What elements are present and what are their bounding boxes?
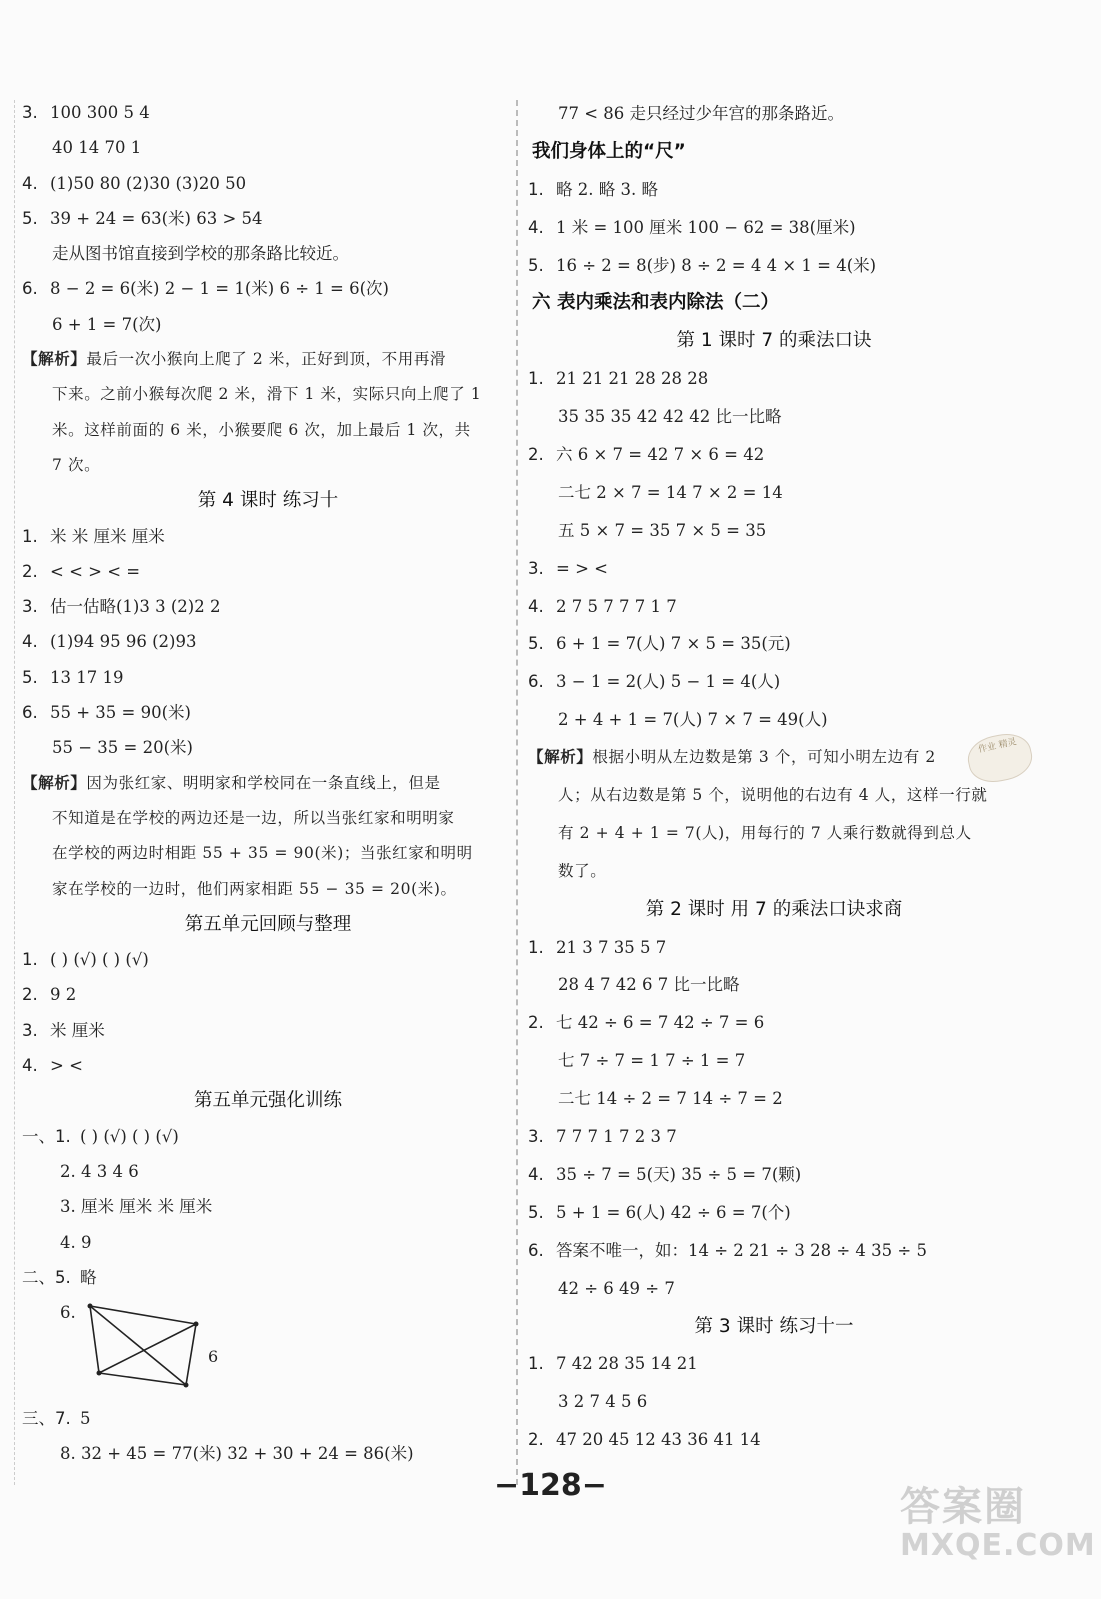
question-number: 三、7.: [22, 1408, 71, 1428]
question-number: 2.: [22, 985, 38, 1005]
explanation-line: [528, 777, 1020, 815]
question-number: 5.: [528, 634, 544, 654]
answer-text: 3 − 1 = 2(人) 5 − 1 = 4(人): [556, 672, 781, 692]
answer-line: [528, 1421, 1020, 1459]
answer-line: [528, 1080, 1020, 1118]
question-number: 1.: [22, 950, 38, 970]
answer-line: [22, 271, 514, 306]
answer-text: 42 ÷ 6 49 ÷ 7: [558, 1278, 675, 1298]
answer-text: 47 20 45 12 43 36 41 14: [556, 1430, 761, 1450]
answer-line: [22, 201, 514, 236]
answer-line: [22, 1225, 514, 1260]
answer-text: 35 ÷ 7 = 5(天) 35 ÷ 5 = 7(颗): [556, 1164, 802, 1184]
question-number: 2.: [528, 1430, 544, 1450]
answer-line: [528, 398, 1020, 436]
question-number: 1.: [528, 937, 544, 957]
question-number: 1.: [528, 1354, 544, 1374]
answer-line: [22, 236, 514, 271]
answer-text: 13 17 19: [50, 667, 124, 687]
question-number: 3.: [528, 1127, 544, 1147]
answer-line: [528, 1004, 1020, 1042]
question-number: 5.: [528, 255, 544, 275]
question-number: 4.: [22, 632, 38, 652]
answer-text: < < > < =: [50, 561, 141, 581]
section-title: 我们身体上的“尺”: [532, 140, 686, 162]
answer-text: 2 + 4 + 1 = 7(人) 7 × 7 = 49(人): [558, 710, 828, 730]
answer-line: [528, 95, 1020, 133]
question-number: 6.: [528, 1240, 544, 1260]
answer-line: [22, 624, 514, 659]
answer-line: [528, 1232, 1020, 1270]
answer-line: [528, 247, 1020, 285]
explanation-label: 【解析】: [528, 748, 593, 767]
answer-text: 2 7 5 7 7 7 1 7: [556, 596, 677, 616]
answer-line: [22, 942, 514, 977]
answer-line: [528, 701, 1020, 739]
answer-text: = > <: [556, 558, 608, 578]
answer-text: 9 2: [50, 985, 77, 1005]
answer-line: [22, 554, 514, 589]
answer-text: 略 2. 略 3. 略: [556, 179, 658, 199]
question-number: 一、1.: [22, 1126, 71, 1146]
left-margin-line: [14, 100, 15, 1485]
answer-text: 二七 14 ÷ 2 = 7 14 ÷ 7 = 2: [558, 1089, 783, 1109]
answer-text: 最后一次小猴向上爬了 2 米，正好到顶，不用再滑: [86, 350, 447, 369]
answer-line: [528, 550, 1020, 588]
answer-line: [528, 588, 1020, 626]
answer-line: [22, 730, 514, 765]
question-number: 2.: [528, 1013, 544, 1033]
answer-line: [22, 1119, 514, 1154]
question-number: 1.: [528, 369, 544, 389]
question-number: 2.: [22, 561, 38, 581]
answer-line: [528, 929, 1020, 967]
answer-line: [528, 360, 1020, 398]
answer-text: 100 300 5 4: [50, 103, 150, 122]
answer-line: [22, 695, 514, 730]
answer-text: 米。这样前面的 6 米，小猴要爬 6 次，加上最后 1 次，共: [52, 420, 471, 439]
answer-text: 二七 2 × 7 = 14 7 × 2 = 14: [558, 482, 783, 502]
explanation-line: [22, 413, 514, 448]
figure-edge: [90, 1306, 196, 1324]
question-number: 3.: [22, 103, 38, 122]
answer-line: [22, 1013, 514, 1048]
answer-line: [528, 1194, 1020, 1232]
answer-line: [22, 95, 514, 130]
answer-text: 有 2 + 4 + 1 = 7(人)，用每行的 7 人乘行数就得到总人: [558, 823, 972, 842]
answer-text: 估一估略(1)3 3 (2)2 2: [50, 597, 221, 617]
answer-line: [528, 474, 1020, 512]
left-column: [22, 95, 514, 1472]
figure-edge: [90, 1306, 99, 1373]
answer-line: [528, 966, 1020, 1004]
answer-text: 5: [80, 1408, 91, 1428]
answer-text: 七 42 ÷ 6 = 7 42 ÷ 7 = 6: [556, 1013, 765, 1033]
answer-text: 21 21 21 28 28 28: [556, 369, 709, 389]
question-number: 5.: [528, 1202, 544, 1222]
answer-text: 35 35 35 42 42 42 比一比略: [558, 407, 782, 427]
answer-text: 五 5 × 7 = 35 7 × 5 = 35: [558, 520, 767, 540]
answer-text: 6.: [60, 1303, 76, 1323]
column-divider: [516, 100, 518, 1485]
figure-label: 6: [208, 1347, 219, 1366]
answer-text: 6 + 1 = 7(次): [52, 314, 162, 334]
explanation-line: [528, 853, 1020, 891]
question-number: 6.: [22, 703, 38, 723]
question-number: 3.: [22, 1020, 38, 1040]
answer-text: 39 + 24 = 63(米) 63 > 54: [50, 208, 263, 228]
answer-line: [22, 307, 514, 342]
answer-text: 7 42 28 35 14 21: [556, 1354, 698, 1374]
answer-text: 六 6 × 7 = 42 7 × 6 = 42: [556, 445, 765, 465]
figure-vertex: [194, 1322, 199, 1327]
answer-text: 40 14 70 1: [52, 138, 142, 158]
answer-line: [22, 130, 514, 165]
question-number: 3.: [528, 558, 544, 578]
explanation-line: [22, 342, 514, 377]
site-watermark: [900, 1475, 1096, 1585]
explanation-line: [528, 739, 1020, 777]
answer-line: [528, 512, 1020, 550]
explanation-line: [22, 377, 514, 412]
answer-line: [528, 1042, 1020, 1080]
answer-text: (1)94 95 96 (2)93: [50, 632, 197, 652]
answer-text: 21 3 7 35 5 7: [556, 937, 667, 957]
answer-line: [22, 519, 514, 554]
section-title: 六 表内乘法和表内除法（二）: [532, 292, 779, 314]
answer-text: 根据小明从左边数是第 3 个，可知小明左边有 2: [592, 748, 936, 767]
answer-text: 16 ÷ 2 = 8(步) 8 ÷ 2 = 4 4 × 1 = 4(米): [556, 255, 877, 275]
question-number: 3.: [22, 597, 38, 617]
answer-line: [528, 209, 1020, 247]
answer-text: > <: [50, 1056, 83, 1076]
question-number: 4.: [528, 1164, 544, 1184]
answer-text: (1)50 80 (2)30 (3)20 50: [50, 173, 247, 193]
answer-text: 家在学校的一边时，他们两家相距 55 − 35 = 20(米)。: [52, 879, 457, 898]
answer-line: [528, 171, 1020, 209]
section-heading: 第五单元强化训练: [193, 1090, 342, 1112]
answer-line: [22, 589, 514, 624]
answer-text: 米 米 厘米 厘米: [50, 526, 165, 546]
answer-text: 8. 32 + 45 = 77(米) 32 + 30 + 24 = 86(米): [60, 1444, 414, 1464]
question-number: 二、5.: [22, 1267, 71, 1287]
question-number: 1.: [22, 526, 38, 546]
answer-line: [22, 1260, 514, 1295]
answer-text: 5 + 1 = 6(人) 42 ÷ 6 = 7(个): [556, 1202, 791, 1222]
answer-text: 77 < 86 走只经过少年宫的那条路近。: [558, 104, 845, 123]
explanation-line: [22, 836, 514, 871]
answer-text: 3. 厘米 厘米 米 厘米: [60, 1197, 213, 1217]
question-number: 5.: [22, 667, 38, 687]
question-number: 4.: [22, 1056, 38, 1076]
answer-text: 3 2 7 4 5 6: [558, 1392, 648, 1412]
answer-text: 7 次。: [52, 455, 101, 474]
answer-text: 1 米 = 100 厘米 100 − 62 = 38(厘米): [556, 217, 856, 237]
answer-line: [528, 436, 1020, 474]
explanation-label: 【解析】: [22, 773, 87, 792]
answer-text: 55 − 35 = 20(米): [52, 738, 193, 758]
explanation-label: 【解析】: [22, 350, 87, 369]
answer-text: 答案不唯一，如：14 ÷ 2 21 ÷ 3 28 ÷ 4 35 ÷ 5: [556, 1240, 927, 1260]
answer-text: 下来。之前小猴每次爬 2 米，滑下 1 米，实际只向上爬了 1: [52, 385, 482, 404]
answer-line: [22, 166, 514, 201]
answer-text: 4. 9: [60, 1232, 92, 1252]
question-number: 4.: [528, 217, 544, 237]
answer-text: ( ) (√) ( ) (√): [50, 950, 149, 970]
answer-line: [528, 1118, 1020, 1156]
answer-text: 7 7 7 1 7 2 3 7: [556, 1127, 677, 1147]
answer-text: 米 厘米: [50, 1020, 105, 1040]
explanation-line: [528, 815, 1020, 853]
answer-text: 6 + 1 = 7(人) 7 × 5 = 35(元): [556, 634, 791, 654]
section-heading: 第 3 课时 练习十一: [694, 1315, 854, 1337]
explanation-line: [22, 801, 514, 836]
answer-text: 在学校的两边时相距 55 + 35 = 90(米)；当张红家和明明: [52, 844, 473, 863]
answer-text: 略: [80, 1267, 97, 1287]
section-heading: 第 2 课时 用 7 的乘法口诀求商: [645, 898, 903, 920]
answer-line: [528, 1270, 1020, 1308]
question-number: 6.: [528, 672, 544, 692]
answer-line: [22, 660, 514, 695]
answer-text: 走从图书馆直接到学校的那条路比较近。: [52, 244, 349, 264]
answer-text: 不知道是在学校的两边还是一边，所以当张红家和明明家: [52, 808, 455, 827]
quadrilateral-figure: [83, 1300, 233, 1400]
explanation-line: [22, 872, 514, 907]
answer-line: [22, 1401, 514, 1436]
answer-text: ( ) (√) ( ) (√): [80, 1126, 179, 1146]
question-number: 6.: [22, 279, 38, 299]
explanation-line: [22, 448, 514, 483]
answer-text: 人；从右边数是第 5 个，说明他的右边有 4 人，这样一行就: [558, 786, 988, 805]
answer-line: [22, 1048, 514, 1083]
answer-text: 七 7 ÷ 7 = 1 7 ÷ 1 = 7: [558, 1051, 746, 1071]
watermark-line1: 答案圈: [900, 1484, 1026, 1530]
watermark-line2: MXQE.COM: [900, 1528, 1096, 1563]
answer-line: [528, 663, 1020, 701]
right-column: [528, 95, 1020, 1459]
figure-edge: [186, 1324, 196, 1385]
figure-vertex: [184, 1383, 189, 1388]
answer-text: 8 − 2 = 6(米) 2 − 1 = 1(米) 6 ÷ 1 = 6(次): [50, 279, 389, 299]
answer-text: 28 4 7 42 6 7 比一比略: [558, 975, 740, 995]
page-number: −128−: [494, 1468, 607, 1503]
answer-line: [528, 1156, 1020, 1194]
question-number: 5.: [22, 208, 38, 228]
answer-text: 数了。: [558, 861, 607, 880]
figure-diagonal: [99, 1324, 196, 1373]
section-heading: 第 4 课时 练习十: [197, 490, 339, 512]
section-heading: 第五单元回顾与整理: [184, 913, 352, 935]
section-heading: 第 1 课时 7 的乘法口诀: [676, 330, 872, 352]
answer-line: [22, 1436, 514, 1471]
question-number: 2.: [528, 445, 544, 465]
question-number: 4.: [22, 173, 38, 193]
answer-line: [528, 1383, 1020, 1421]
question-number: 1.: [528, 179, 544, 199]
answer-text: 2. 4 3 4 6: [60, 1161, 139, 1181]
answer-line: [528, 1345, 1020, 1383]
answer-text: 因为张红家、明明家和学校同在一条直线上，但是: [86, 773, 441, 792]
answer-line: [22, 1189, 514, 1224]
explanation-line: [22, 766, 514, 801]
answer-text: 55 + 35 = 90(米): [50, 703, 191, 723]
answer-line: [22, 977, 514, 1012]
answer-line: [528, 625, 1020, 663]
figure-vertex: [88, 1304, 93, 1309]
homework-stamp: 作业 精灵: [964, 729, 1036, 787]
figure-vertex: [97, 1371, 102, 1376]
answer-line: [22, 1154, 514, 1189]
question-number: 4.: [528, 596, 544, 616]
